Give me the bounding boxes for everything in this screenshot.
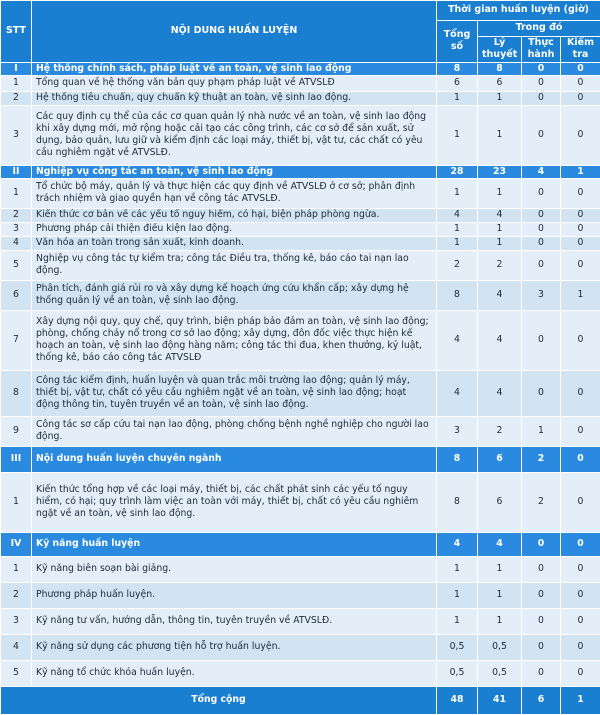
row-practice: 2 <box>522 472 561 532</box>
section-total: 8 <box>437 62 478 75</box>
row-test: 0 <box>561 416 600 446</box>
table-row <box>1 91 600 105</box>
section-stt: II <box>1 165 32 178</box>
section-row <box>1 532 600 556</box>
row-total: 1 <box>437 222 478 236</box>
table-row <box>1 310 600 370</box>
row-test: 0 <box>561 91 600 105</box>
row-stt: 1 <box>1 178 32 208</box>
header-practice: Thực hành <box>522 37 561 63</box>
row-stt: 8 <box>1 370 32 416</box>
row-total: 1 <box>437 91 478 105</box>
row-test: 0 <box>561 472 600 532</box>
row-total: 8 <box>437 472 478 532</box>
row-theory: 1 <box>478 556 522 582</box>
table-row <box>1 608 600 634</box>
row-stt: 4 <box>1 634 32 660</box>
row-content: Văn hóa an toàn trong sản xuất, kinh doanh. <box>32 236 437 250</box>
total-label: Tổng cộng <box>1 686 437 714</box>
row-stt: 2 <box>1 91 32 105</box>
row-stt: 1 <box>1 472 32 532</box>
row-content: Kiến thức tổng hợp về các loại máy, thiết bị, các chất phát sinh các yếu tố nguy hiểm, có hại; quy trình làm việc an toàn với máy, thiết bị, chất có yêu cầu nghiêm ngặt về an toàn, vệ sinh lao động. <box>32 472 437 532</box>
row-content: Tổ chức bộ máy, quản lý và thực hiện các quy định về ATVSLĐ ở cơ sở; phân định trách nhiệm và giao quyền hạn về công tác ATVSLĐ. <box>32 178 437 208</box>
row-stt: 2 <box>1 208 32 222</box>
row-content: Công tác kiểm định, huấn luyện và quan trắc môi trường lao động; quản lý máy, thiết bị, vật tư, chất có yêu cầu nghiêm ngặt về an toàn, vệ sinh lao động; hoạt động thông tin, tuyên truyền về an toàn, vệ sinh lao động. <box>32 370 437 416</box>
section-practice: 4 <box>522 165 561 178</box>
row-content: Xây dựng nội quy, quy chế, quy trình, biện pháp bảo đảm an toàn, vệ sinh lao động; phòng, chống cháy nổ trong cơ sở lao động; xây dựng, đôn đốc việc thực hiện kế hoạch an toàn, vệ sinh lao động hàng năm; công tác thi đua, khen thưởng, kỷ luật, thống kê, báo cáo công tác ATVSLĐ <box>32 310 437 370</box>
row-content: Phân tích, đánh giá rủi ro và xây dựng kế hoạch ứng cứu khẩn cấp; xây dựng hệ thống quản lý về an toàn, vệ sinh lao động. <box>32 280 437 310</box>
section-title: Nội dung huấn luyện chuyên ngành <box>32 446 437 472</box>
row-practice: 0 <box>522 250 561 280</box>
row-total: 0,5 <box>437 660 478 686</box>
row-practice: 3 <box>522 280 561 310</box>
section-theory: 23 <box>478 165 522 178</box>
row-stt: 1 <box>1 556 32 582</box>
row-content: Các quy định cụ thể của các cơ quan quản lý nhà nước về an toàn, vệ sinh lao động khi xây dựng mới, mở rộng hoặc cải tạo các công trình, các cơ sở để sản xuất, sử dụng, bảo quản, lưu giữ và kiểm định các loại máy, thiết bị, vật tư, các chất có yêu cầu nghiêm ngặt về ATVSLĐ. <box>32 105 437 165</box>
row-practice: 0 <box>522 608 561 634</box>
row-theory: 1 <box>478 608 522 634</box>
header-total: Tổng số <box>437 21 478 63</box>
section-title: Nghiệp vụ công tác an toàn, vệ sinh lao động <box>32 165 437 178</box>
section-row <box>1 62 600 75</box>
row-content: Kỹ năng sử dụng các phương tiện hỗ trợ huấn luyện. <box>32 634 437 660</box>
row-theory: 4 <box>478 208 522 222</box>
header-of-which: Trong đó <box>478 21 600 37</box>
section-title: Hệ thống chính sách, pháp luật về an toàn, vệ sinh lao động <box>32 62 437 75</box>
table-row <box>1 75 600 91</box>
row-theory: 1 <box>478 582 522 608</box>
row-practice: 0 <box>522 582 561 608</box>
total-theory: 41 <box>478 686 522 714</box>
row-total: 1 <box>437 236 478 250</box>
row-total: 1 <box>437 556 478 582</box>
row-theory: 6 <box>478 472 522 532</box>
row-total: 1 <box>437 582 478 608</box>
row-total: 4 <box>437 370 478 416</box>
row-test: 0 <box>561 310 600 370</box>
row-content: Kỹ năng tư vấn, hướng dẫn, thông tin, tuyên truyền về ATVSLĐ. <box>32 608 437 634</box>
section-practice: 0 <box>522 62 561 75</box>
row-theory: 2 <box>478 250 522 280</box>
row-test: 0 <box>561 208 600 222</box>
row-stt: 6 <box>1 280 32 310</box>
row-practice: 0 <box>522 75 561 91</box>
row-theory: 4 <box>478 370 522 416</box>
header-stt: STT <box>1 1 32 63</box>
row-test: 0 <box>561 236 600 250</box>
table-row <box>1 370 600 416</box>
row-test: 0 <box>561 582 600 608</box>
row-content: Công tác sơ cấp cứu tai nạn lao động, phòng chống bệnh nghề nghiệp cho người lao động. <box>32 416 437 446</box>
section-stt: III <box>1 446 32 472</box>
section-stt: I <box>1 62 32 75</box>
row-theory: 4 <box>478 280 522 310</box>
table-row <box>1 582 600 608</box>
table-body <box>1 62 600 714</box>
row-stt: 3 <box>1 222 32 236</box>
table-row <box>1 556 600 582</box>
header-test: Kiểm tra <box>561 37 600 63</box>
row-total: 4 <box>437 208 478 222</box>
row-total: 6 <box>437 75 478 91</box>
section-test: 0 <box>561 532 600 556</box>
total-row <box>1 686 600 714</box>
row-total: 0,5 <box>437 634 478 660</box>
section-stt: IV <box>1 532 32 556</box>
header-theory: Lý thuyết <box>478 37 522 63</box>
table-row <box>1 222 600 236</box>
row-total: 2 <box>437 250 478 280</box>
row-theory: 1 <box>478 236 522 250</box>
row-content: Kiến thức cơ bản về các yếu tố nguy hiểm, có hại, biện pháp phòng ngừa. <box>32 208 437 222</box>
section-test: 0 <box>561 446 600 472</box>
table-row <box>1 660 600 686</box>
row-total: 1 <box>437 178 478 208</box>
section-practice: 0 <box>522 532 561 556</box>
row-total: 8 <box>437 280 478 310</box>
row-theory: 0,5 <box>478 634 522 660</box>
total-practice: 6 <box>522 686 561 714</box>
row-theory: 1 <box>478 105 522 165</box>
table-row <box>1 634 600 660</box>
row-practice: 0 <box>522 634 561 660</box>
row-theory: 2 <box>478 416 522 446</box>
row-test: 0 <box>561 370 600 416</box>
row-stt: 9 <box>1 416 32 446</box>
row-test: 0 <box>561 105 600 165</box>
row-practice: 0 <box>522 222 561 236</box>
row-stt: 5 <box>1 250 32 280</box>
table-header <box>1 1 600 63</box>
section-practice: 2 <box>522 446 561 472</box>
header-time-group: Thời gian huấn luyện (giờ) <box>437 1 600 21</box>
table-row <box>1 280 600 310</box>
row-test: 0 <box>561 608 600 634</box>
table-row <box>1 472 600 532</box>
section-theory: 8 <box>478 62 522 75</box>
row-stt: 7 <box>1 310 32 370</box>
row-content: Phương pháp cải thiện điều kiện lao động. <box>32 222 437 236</box>
row-stt: 2 <box>1 582 32 608</box>
row-practice: 0 <box>522 208 561 222</box>
row-test: 1 <box>561 280 600 310</box>
row-theory: 1 <box>478 91 522 105</box>
row-content: Hệ thống tiêu chuẩn, quy chuẩn kỹ thuật an toàn, vệ sinh lao động. <box>32 91 437 105</box>
section-total: 8 <box>437 446 478 472</box>
section-test: 1 <box>561 165 600 178</box>
row-content: Tổng quan về hệ thống văn bản quy phạm pháp luật về ATVSLĐ <box>32 75 437 91</box>
row-stt: 1 <box>1 75 32 91</box>
row-practice: 0 <box>522 105 561 165</box>
row-total: 1 <box>437 105 478 165</box>
row-test: 0 <box>561 178 600 208</box>
row-theory: 1 <box>478 222 522 236</box>
table-row <box>1 250 600 280</box>
row-test: 0 <box>561 250 600 280</box>
section-title: Kỹ năng huấn luyện <box>32 532 437 556</box>
row-practice: 0 <box>522 370 561 416</box>
row-theory: 0,5 <box>478 660 522 686</box>
row-practice: 0 <box>522 660 561 686</box>
header-content: NỘI DUNG HUẤN LUYỆN <box>32 1 437 63</box>
row-total: 1 <box>437 608 478 634</box>
row-total: 3 <box>437 416 478 446</box>
row-theory: 1 <box>478 178 522 208</box>
row-practice: 0 <box>522 236 561 250</box>
section-row <box>1 165 600 178</box>
row-test: 0 <box>561 634 600 660</box>
row-content: Nghiệp vụ công tác tự kiểm tra; công tác Điều tra, thống kê, báo cáo tai nạn lao động. <box>32 250 437 280</box>
row-stt: 5 <box>1 660 32 686</box>
total-sum: 48 <box>437 686 478 714</box>
row-test: 0 <box>561 660 600 686</box>
table-row <box>1 208 600 222</box>
row-practice: 1 <box>522 416 561 446</box>
row-content: Kỹ năng tổ chức khóa huấn luyện. <box>32 660 437 686</box>
row-theory: 6 <box>478 75 522 91</box>
row-test: 0 <box>561 75 600 91</box>
row-practice: 0 <box>522 556 561 582</box>
table-row <box>1 416 600 446</box>
row-stt: 4 <box>1 236 32 250</box>
section-row <box>1 446 600 472</box>
section-total: 4 <box>437 532 478 556</box>
row-test: 0 <box>561 222 600 236</box>
row-test: 0 <box>561 556 600 582</box>
row-practice: 0 <box>522 91 561 105</box>
section-theory: 6 <box>478 446 522 472</box>
row-practice: 0 <box>522 178 561 208</box>
section-total: 28 <box>437 165 478 178</box>
row-stt: 3 <box>1 105 32 165</box>
section-test: 0 <box>561 62 600 75</box>
total-test: 1 <box>561 686 600 714</box>
row-stt: 3 <box>1 608 32 634</box>
table-row <box>1 236 600 250</box>
row-practice: 0 <box>522 310 561 370</box>
row-content: Phương pháp huấn luyện. <box>32 582 437 608</box>
row-total: 4 <box>437 310 478 370</box>
row-theory: 4 <box>478 310 522 370</box>
section-theory: 4 <box>478 532 522 556</box>
table-row <box>1 178 600 208</box>
row-content: Kỹ năng biên soạn bài giảng. <box>32 556 437 582</box>
table-row <box>1 105 600 165</box>
